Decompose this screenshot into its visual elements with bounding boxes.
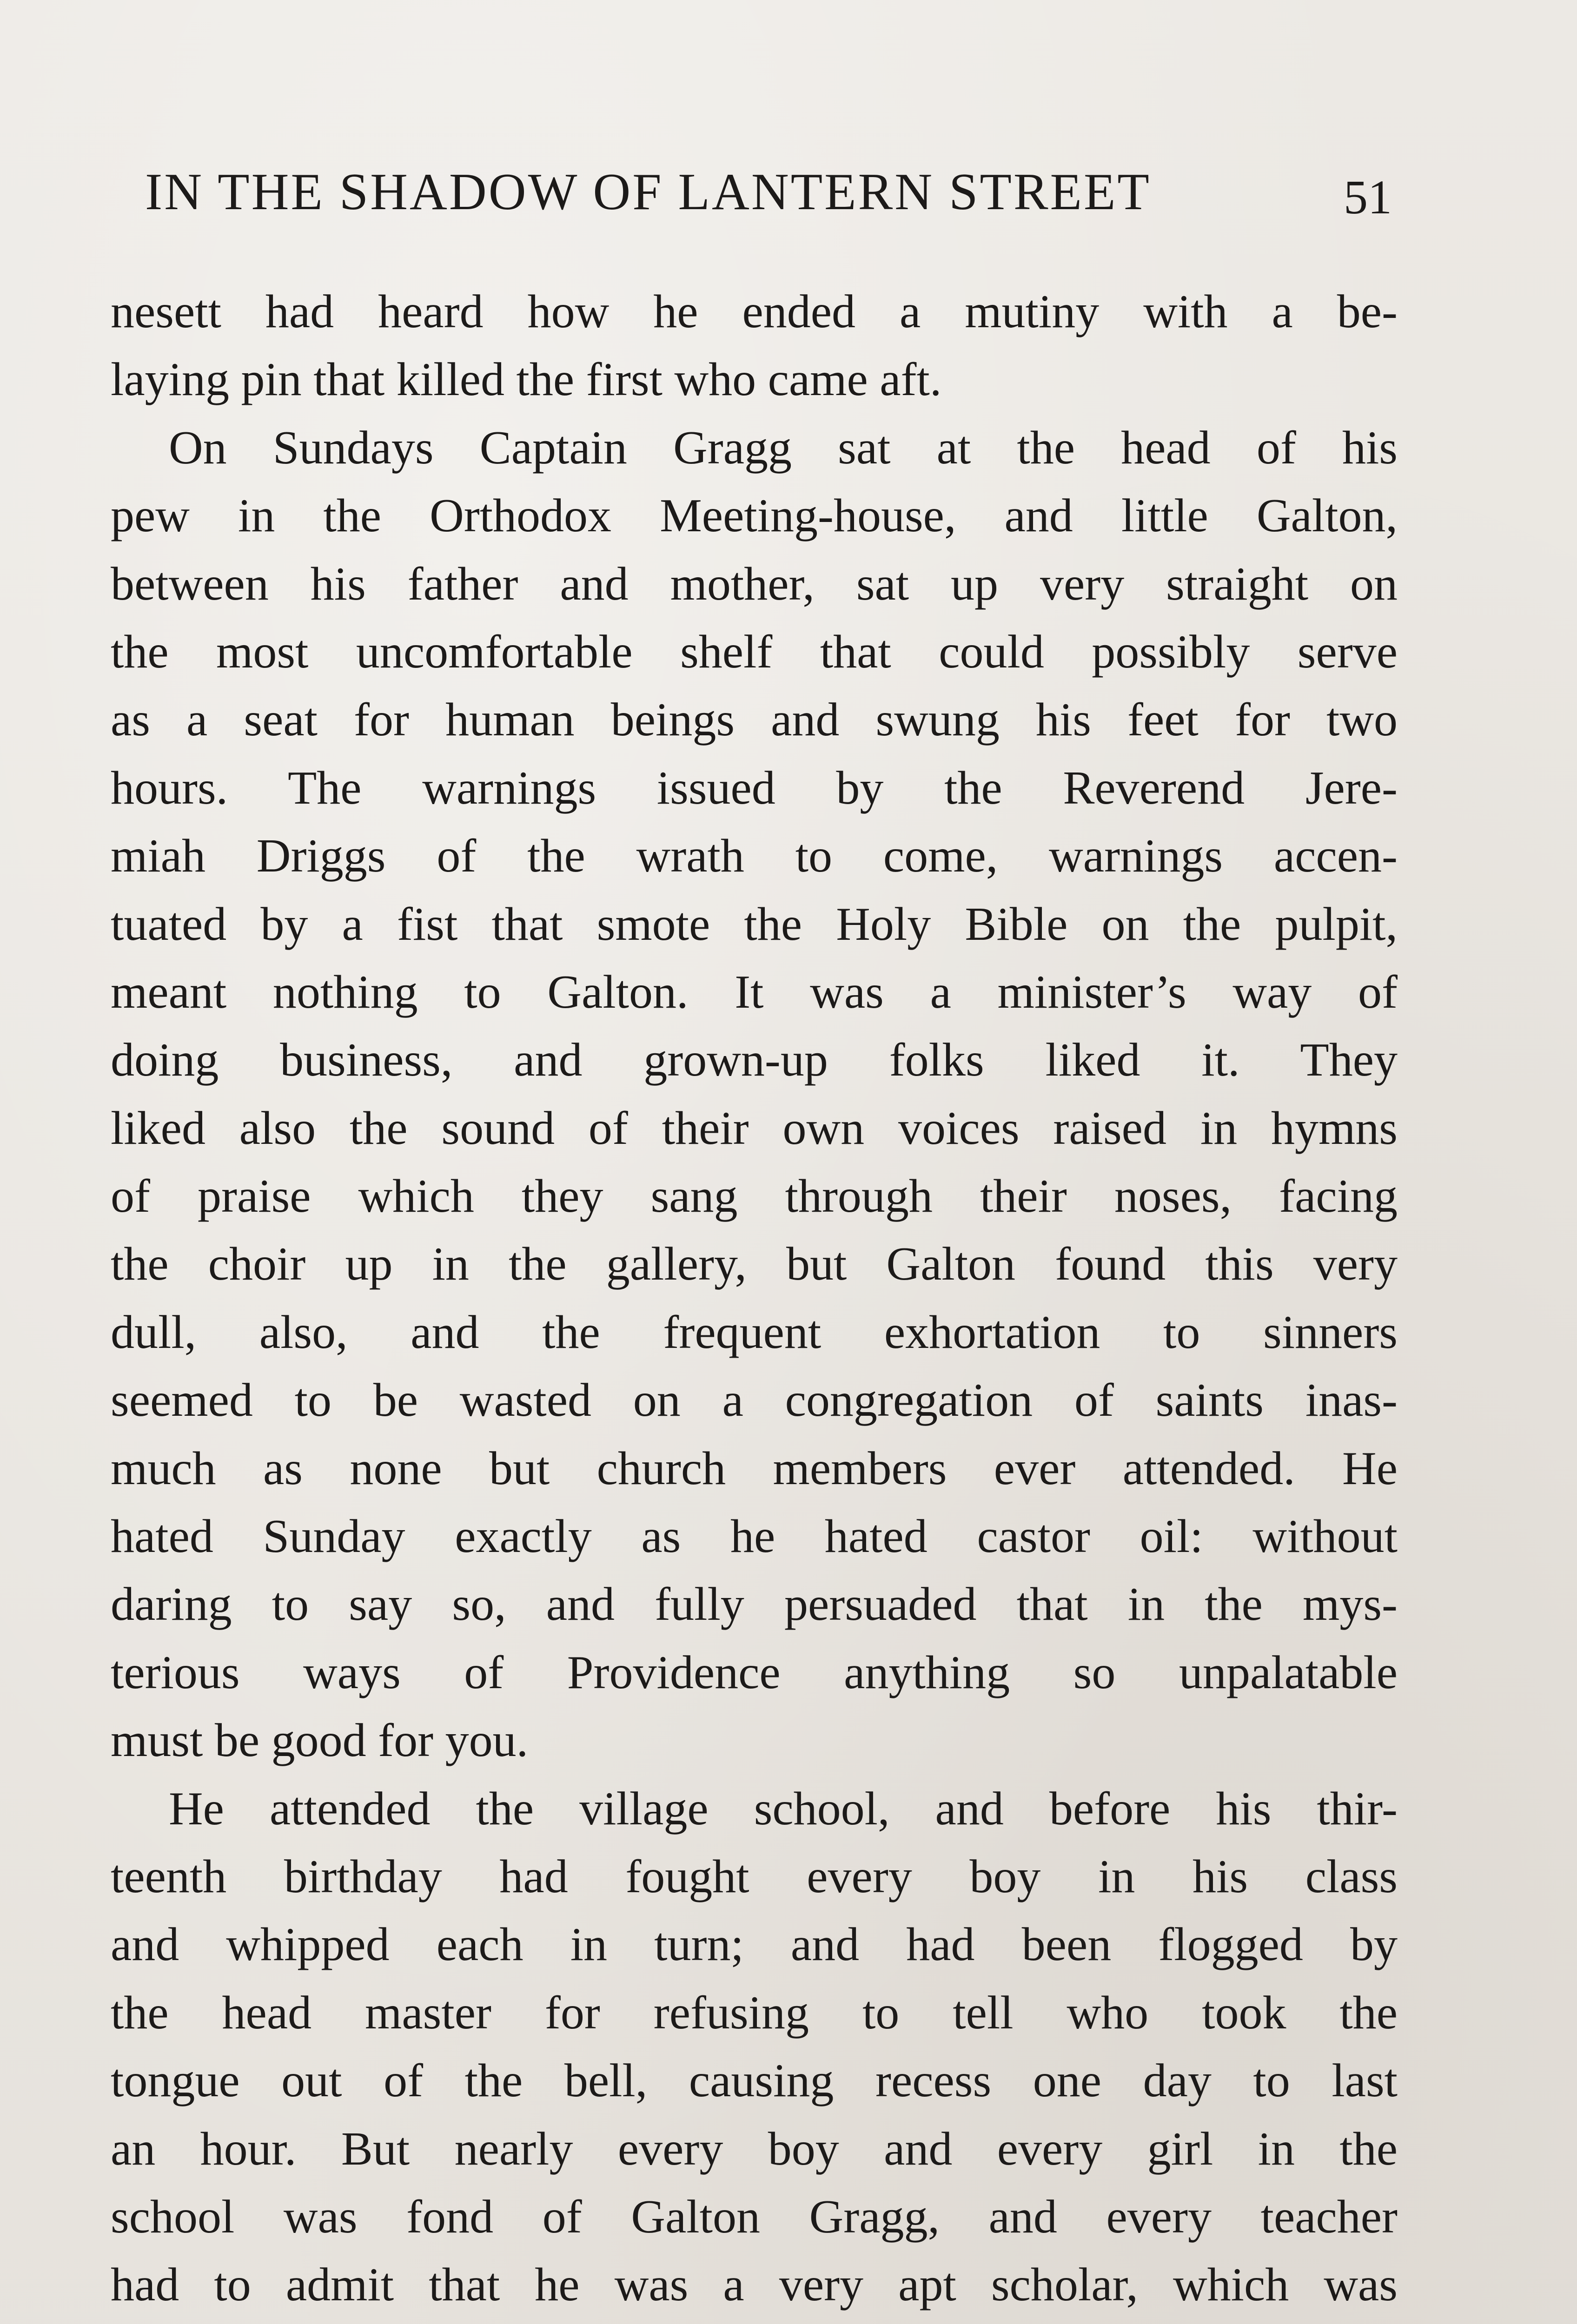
text-line: tuated by a fist that smote the Holy Bible on the pulpit, <box>111 898 1398 951</box>
text-line: On Sundays Captain Gragg sat at the head of his <box>169 421 1398 474</box>
text-line: laying pin that killed the first who came aft. <box>111 353 942 406</box>
text-line: the choir up in the gallery, but Galton found this very <box>111 1238 1398 1291</box>
body-text <box>111 278 1398 2324</box>
text-line: dull, also, and the frequent exhortation to sinners <box>111 1306 1398 1359</box>
text-line: school was fond of Galton Gragg, and every teacher <box>111 2190 1398 2243</box>
paragraph <box>111 1775 1398 2324</box>
text-line: the most uncomfortable shelf that could possibly serve <box>111 625 1398 678</box>
text-line <box>111 2319 1398 2324</box>
text-line: seemed to be wasted on a congregation of saints inas- <box>111 1374 1398 1427</box>
text-line: much as none but church members ever attended. He <box>111 1442 1398 1495</box>
page-number: 51 <box>1344 171 1392 224</box>
text-line: teenth birthday had fought every boy in his class <box>111 1850 1398 1903</box>
text-line: nesett had heard how he ended a mutiny with a be- <box>111 285 1398 338</box>
running-header <box>145 157 1392 227</box>
text-line: miah Driggs of the wrath to come, warnings accen- <box>111 830 1398 883</box>
text-line: daring to say so, and fully persuaded that in the mys- <box>111 1578 1398 1631</box>
paragraph <box>111 278 1398 414</box>
paragraph <box>111 414 1398 1775</box>
text-line: must be good for you. <box>111 1714 529 1767</box>
text-line: He attended the village school, and before his thir- <box>169 1782 1398 1835</box>
text-line: doing business, and grown-up folks liked it. They <box>111 1034 1398 1087</box>
text-line: of praise which they sang through their noses, facing <box>111 1170 1398 1223</box>
text-line: had to admit that he was a very apt scholar, which was <box>111 2258 1398 2311</box>
text-line: hated Sunday exactly as he hated castor oil: without <box>111 1510 1398 1563</box>
text-line: tongue out of the bell, causing recess one day to last <box>111 2054 1398 2107</box>
text-line: as a seat for human beings and swung his feet for two <box>111 693 1398 746</box>
text-line: terious ways of Providence anything so unpalatable <box>111 1646 1398 1699</box>
text-line: the head master for refusing to tell who took the <box>111 1986 1398 2039</box>
text-line: between his father and mother, sat up very straight on <box>111 557 1398 610</box>
text-line: and whipped each in turn; and had been flogged by <box>111 1918 1398 1971</box>
text-line: meant nothing to Galton. It was a minister’s way of <box>111 965 1398 1018</box>
text-line: hours. The warnings issued by the Reverend Jere- <box>111 761 1398 814</box>
running-title: IN THE SHADOW OF LANTERN STREET <box>145 163 1151 221</box>
text-line: an hour. But nearly every boy and every girl in the <box>111 2122 1398 2175</box>
text-line: liked also the sound of their own voices raised in hymns <box>111 1102 1398 1155</box>
text-line: pew in the Orthodox Meeting-house, and little Galton, <box>111 489 1398 542</box>
